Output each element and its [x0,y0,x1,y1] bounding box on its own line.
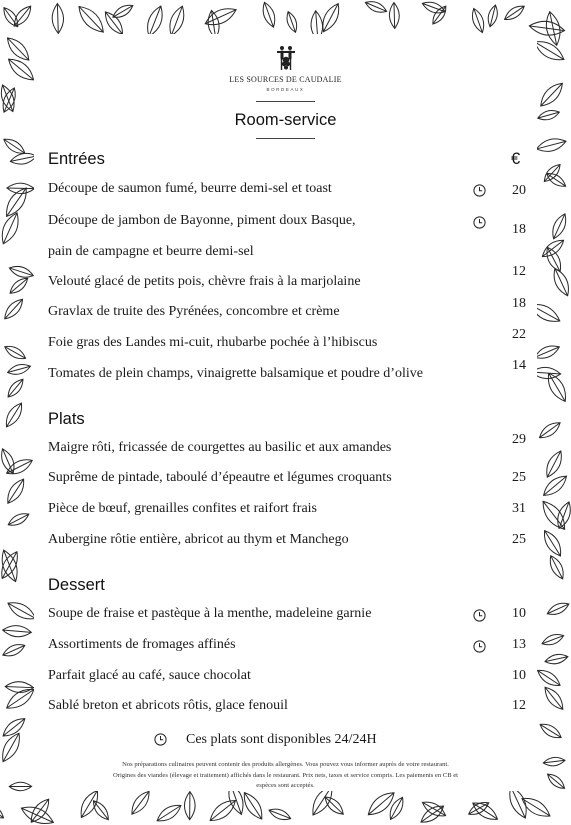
menu-item: Découpe de saumon fumé, beurre demi-sel et toast [48,181,332,196]
brand-location: BORDEAUX [266,87,305,92]
brand-name: LES SOURCES DE CAUDALIE [229,75,342,84]
wine-figures-logo-icon [275,44,297,72]
item-price: 14 [512,358,526,373]
menu-item: Suprême de pintade, taboulé d’épeautre et légumes croquants [48,470,392,485]
menu-item: Tomates de plein champs, vinaigrette balsamique et poudre d’olive [48,366,423,381]
item-price: 12 [512,698,526,713]
item-price: 10 [512,606,526,621]
availability-note: Ces plats sont disponibles 24/24H [186,732,377,747]
clock-icon [473,609,486,622]
item-price: 31 [512,501,526,516]
menu-item: Gravlax de truite des Pyrénées, concombre et crème [48,304,340,319]
menu-item: Découpe de jambon de Bayonne, piment doux Basque, [48,213,356,228]
menu-item: Foie gras des Landes mi-cuit, rhubarbe pochée à l’hibiscus [48,335,378,350]
item-price: 25 [512,532,526,547]
brand-divider [256,101,315,102]
menu-item: Soupe de fraise et pastèque à la menthe, madeleine garnie [48,606,372,621]
menu-item: Pièce de bœuf, grenailles confites et raifort frais [48,501,318,516]
item-price: 22 [512,327,526,342]
footer-line: espèces sont acceptés. [256,782,315,789]
clock-icon [473,216,486,229]
section-heading-entrees: Entrées [48,150,105,168]
title-divider [256,138,315,139]
item-price: 13 [512,637,526,652]
page-title: Room-service [234,111,337,129]
footer-line: Origines des viandes (élevage et traitement) affichés dans le restaurant. Prix nets, taxes et service compris. Les paiements en CB et [112,771,459,779]
item-price: 20 [512,183,526,198]
menu-item-continuation: pain de campagne et beurre demi-sel [48,244,254,259]
menu-item: Aubergine rôtie entière, abricot au thym et Manchego [48,532,349,547]
clock-icon [473,640,486,653]
menu-item: Maigre rôti, fricassée de courgettes au basilic et aux amandes [48,440,392,455]
item-price: 18 [512,222,526,237]
currency-header: € [511,150,521,168]
menu-item: Parfait glacé au café, sauce chocolat [48,668,251,683]
menu-item: Assortiments de fromages affinés [48,637,236,652]
item-price: 29 [512,432,526,447]
item-price: 10 [512,668,526,683]
clock-icon [473,184,486,197]
logo [0,44,571,76]
clock-icon [154,733,167,746]
item-price: 25 [512,470,526,485]
item-price: 12 [512,264,526,279]
footer-line: Nos préparations culinaires peuvent contenir des produits allergènes. Vous pouvez vous informer auprès de votre restaurant. [122,761,449,768]
section-heading-dessert: Dessert [48,576,105,594]
menu-item: Sablé breton et abricots rôtis, glace fenouil [48,698,288,713]
section-heading-plats: Plats [48,410,85,428]
menu-item: Velouté glacé de petits pois, chèvre frais à la marjolaine [48,274,361,289]
item-price: 18 [512,296,526,311]
legal-footer [48,760,523,792]
